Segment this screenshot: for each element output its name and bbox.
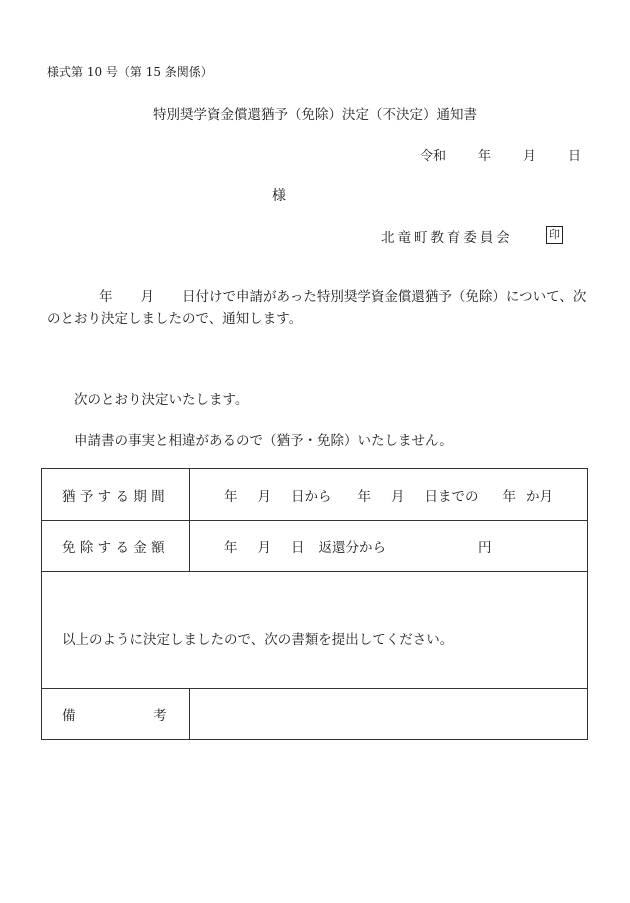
body-text: 日付けで申請があった特別奨学資金償還猶予（免除）について、次のとおり決定しましたので、通知します。 xyxy=(47,289,587,327)
remarks-label xyxy=(42,689,190,740)
body-year: 年 xyxy=(99,289,113,305)
table-row-exemption xyxy=(42,521,588,572)
date-day: 日 xyxy=(567,149,581,164)
body-paragraph xyxy=(47,286,587,330)
exemption-day: 日 xyxy=(291,540,305,556)
issuer-name: 北竜町教育委員会 xyxy=(381,230,513,246)
deferral-period-label: 猶予する期間 xyxy=(42,469,190,521)
table-row-deferral xyxy=(42,469,588,521)
exemption-month: 月 xyxy=(257,540,271,556)
date-line xyxy=(420,145,581,164)
deferral-from-year: 年 xyxy=(224,488,238,505)
exemption-year: 年 xyxy=(224,540,238,556)
remarks-label-right: 考 xyxy=(153,708,171,724)
exemption-repayment: 返還分から xyxy=(318,540,386,556)
recipient-suffix: 様 xyxy=(272,188,286,204)
deferral-to-year: 年 xyxy=(357,488,371,505)
statement-not-decided: 申請書の事実と相違があるので（猶予・免除）いたしません。 xyxy=(74,433,453,449)
deferral-period-field xyxy=(190,469,588,521)
submission-note: 以上のように決定しましたので、次の書類を提出してください。 xyxy=(42,572,588,689)
remarks-label-left: 備 xyxy=(62,708,80,724)
statement-decided: 次のとおり決定いたします。 xyxy=(74,392,249,408)
deferral-from-day: 日から xyxy=(291,488,332,505)
exemption-amount-field xyxy=(190,521,588,572)
exemption-yen: 円 xyxy=(478,540,492,556)
deferral-total-month: か月 xyxy=(526,488,553,505)
deferral-total-year: 年 xyxy=(502,488,516,505)
decision-table xyxy=(41,468,588,740)
table-row-note xyxy=(42,572,588,689)
document-title: 特別奨学資金償還猶予（免除）決定（不決定）通知書 xyxy=(153,107,477,123)
seal-mark: 印 xyxy=(546,226,563,244)
date-year: 年 xyxy=(477,149,491,164)
date-era: 令和 xyxy=(419,149,446,164)
body-month: 月 xyxy=(140,289,154,305)
deferral-from-month: 月 xyxy=(257,488,271,505)
deferral-to-month: 月 xyxy=(391,488,405,505)
exemption-amount-label: 免除する金額 xyxy=(42,521,190,572)
remarks-field xyxy=(190,689,588,740)
date-month: 月 xyxy=(522,149,536,164)
form-number: 様式第 10 号（第 15 条関係） xyxy=(47,65,213,79)
deferral-to-day: 日までの xyxy=(424,488,479,505)
table-row-remarks xyxy=(42,689,588,740)
